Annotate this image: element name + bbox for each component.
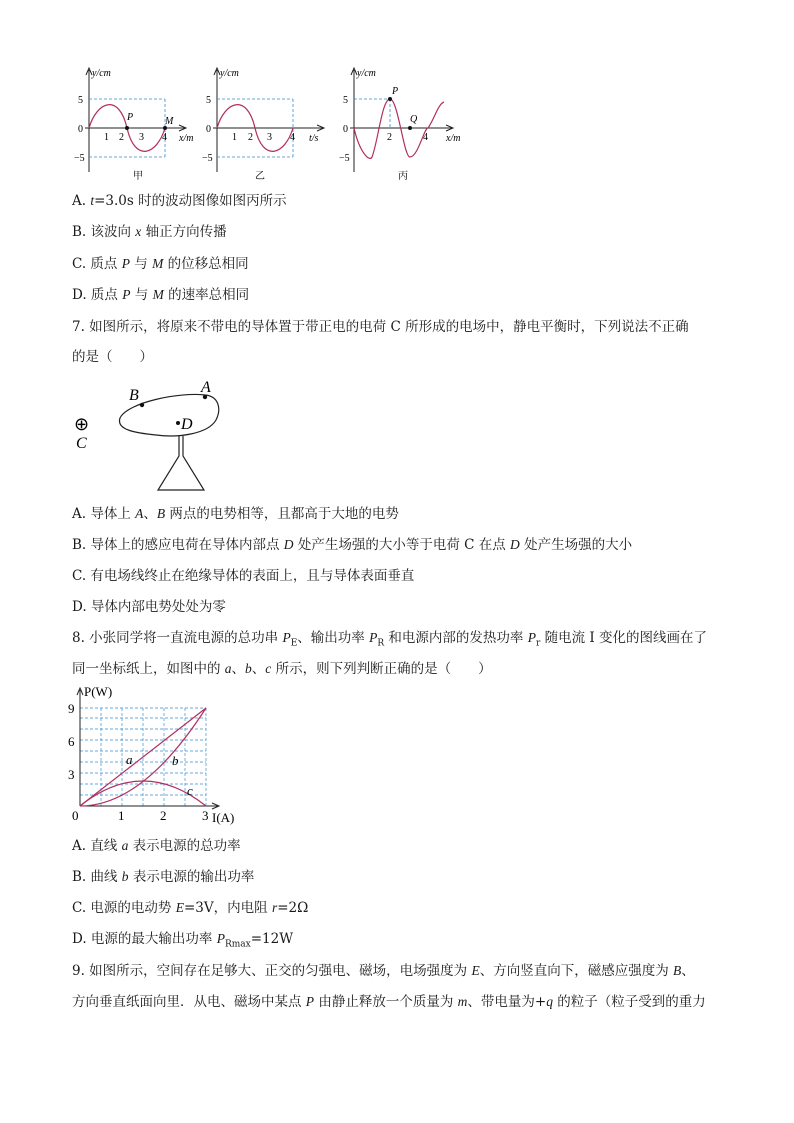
point-b — [140, 403, 144, 407]
label-d: D — [181, 416, 193, 433]
bing-point-p — [388, 97, 392, 101]
figure-jia-wave — [75, 62, 205, 184]
yi-tick-ym5: −5 — [202, 153, 213, 164]
positive-charge-icon: ⊕ — [74, 414, 90, 434]
power-tick-y9: 9 — [68, 701, 75, 716]
q7-option-b: B. 导体上的感应电荷在导体内部点 D 处产生场强的大小等于电荷 C 在点 D 处产生场强的大小 — [72, 537, 633, 553]
bing-sine-curve — [354, 128, 373, 159]
yi-tick-x1: 1 — [232, 132, 237, 143]
yi-y-label: y/cm — [220, 68, 239, 79]
q6-option-c: C. 质点 P 与 M 的位移总相同 — [72, 256, 249, 272]
label-a: A — [201, 379, 211, 396]
bing-tick-x2: 2 — [387, 132, 392, 143]
q6-option-b: B. 该波向 x 轴正方向传播 — [72, 224, 227, 240]
power-axes — [77, 688, 219, 809]
label-b: B — [129, 387, 139, 404]
bing-point-q — [408, 126, 412, 130]
q8-option-d: D. 电源的最大输出功率 $P_{Rmax}=12W$ — [72, 931, 294, 950]
curve-b-label: b — [172, 753, 179, 768]
yi-tick-y0: 0 — [206, 124, 211, 135]
figure-yi-vibration — [202, 62, 335, 184]
yi-tick-x2: 2 — [248, 132, 253, 143]
power-tick-y3: 3 — [68, 767, 75, 782]
bing-axes — [350, 68, 453, 172]
bing-tick-y0: 0 — [343, 124, 348, 135]
q7-option-d: D. 导体内部电势处处为零 — [72, 599, 226, 615]
yi-tick-x3: 3 — [267, 132, 272, 143]
jia-tick-x1: 1 — [104, 132, 109, 143]
q8-option-a: A. 直线 a 表示电源的总功率 — [72, 838, 241, 854]
power-tick-x2: 2 — [160, 808, 167, 823]
figure-conductor — [70, 378, 240, 496]
bing-caption: 丙 — [398, 171, 408, 182]
jia-tick-x4: 4 — [162, 132, 167, 143]
yi-caption: 乙 — [255, 171, 265, 182]
curve-c-label: c — [187, 783, 193, 798]
q8-stem-line1: 8. 小张同学将一直流电源的总功串 $P_E$、输出功率 $P_R$ 和电源内部的发热功率 $P_r$ 随电流 I 变化的图线画在了 — [72, 630, 707, 649]
bing-tick-x4: 4 — [423, 132, 428, 143]
yi-tick-x4: 4 — [290, 132, 295, 143]
power-tick-x1: 1 — [118, 808, 125, 823]
jia-x-label: x/m — [179, 133, 194, 144]
jia-y-label: y/cm — [92, 68, 111, 79]
bing-label-q: Q — [410, 114, 418, 125]
q9-stem-line2: 方向垂直纸面向里．从电、磁场中某点 P 由静止释放一个质量为 m、带电量为+q 的粒子（粒子受到的重力 — [72, 994, 706, 1010]
jia-tick-ym5: −5 — [74, 153, 85, 164]
bing-x-label: x/m — [446, 133, 461, 144]
jia-tick-y0: 0 — [78, 124, 83, 135]
curve-a-label: a — [126, 752, 133, 767]
bing-tick-ym5: −5 — [339, 153, 350, 164]
power-tick-x3: 3 — [202, 808, 209, 823]
bing-y-label: y/cm — [357, 68, 376, 79]
q6-option-a: A. t=3.0s 时的波动图像如图丙所示 — [72, 193, 287, 209]
point-d — [176, 421, 180, 425]
label-c: C — [76, 435, 87, 452]
q7-stem-line1: 7. 如图所示，将原来不带电的导体置于带正电的电荷 C 所形成的电场中，静电平衡时，下列说法不正确 — [72, 319, 689, 335]
jia-caption: 甲 — [133, 171, 143, 182]
jia-tick-y5: 5 — [78, 95, 83, 106]
q7-stem-line2: 的是（ ） — [72, 349, 153, 365]
yi-axes — [213, 68, 324, 172]
jia-label-p: P — [127, 112, 134, 123]
bing-curve — [354, 99, 444, 158]
bing-tick-y5: 5 — [343, 95, 348, 106]
figure-bing-wave — [340, 62, 470, 184]
power-tick-y6: 6 — [68, 734, 75, 749]
q8-option-c: C. 电源的电动势 E=3V，内电阻 r=2Ω — [72, 900, 309, 916]
jia-point-p — [125, 126, 129, 130]
q6-option-d: D. 质点 P 与 M 的速率总相同 — [72, 287, 250, 303]
figure-power-graph — [66, 684, 256, 830]
q8-option-b: B. 曲线 b 表示电源的输出功率 — [72, 869, 255, 885]
power-y-label: P(W) — [84, 684, 113, 699]
q9-stem-line1: 9. 如图所示，空间存在足够大、正交的匀强电、磁场，电场强度为 E、方向竖直向下，磁感应强度为 B、 — [72, 963, 695, 979]
q7-option-a: A. 导体上 A、B 两点的电势相等，且都高于大地的电势 — [72, 506, 399, 522]
conductor-stand — [158, 436, 204, 490]
q8-stem-line2: 同一坐标纸上，如图中的 a、b、c 所示，则下列判断正确的是（ ） — [72, 661, 492, 677]
bing-guides — [354, 99, 390, 128]
jia-label-m: M — [165, 116, 174, 127]
jia-tick-x3: 3 — [139, 132, 144, 143]
q7-option-c: C. 有电场线终止在绝缘导体的表面上，且与导体表面垂直 — [72, 568, 415, 584]
yi-x-label: t/s — [309, 133, 319, 144]
jia-tick-x2: 2 — [119, 132, 124, 143]
yi-tick-y5: 5 — [206, 95, 211, 106]
bing-label-p: P — [392, 86, 399, 97]
power-x-label: I(A) — [212, 810, 235, 825]
power-tick-x0: 0 — [72, 808, 79, 823]
